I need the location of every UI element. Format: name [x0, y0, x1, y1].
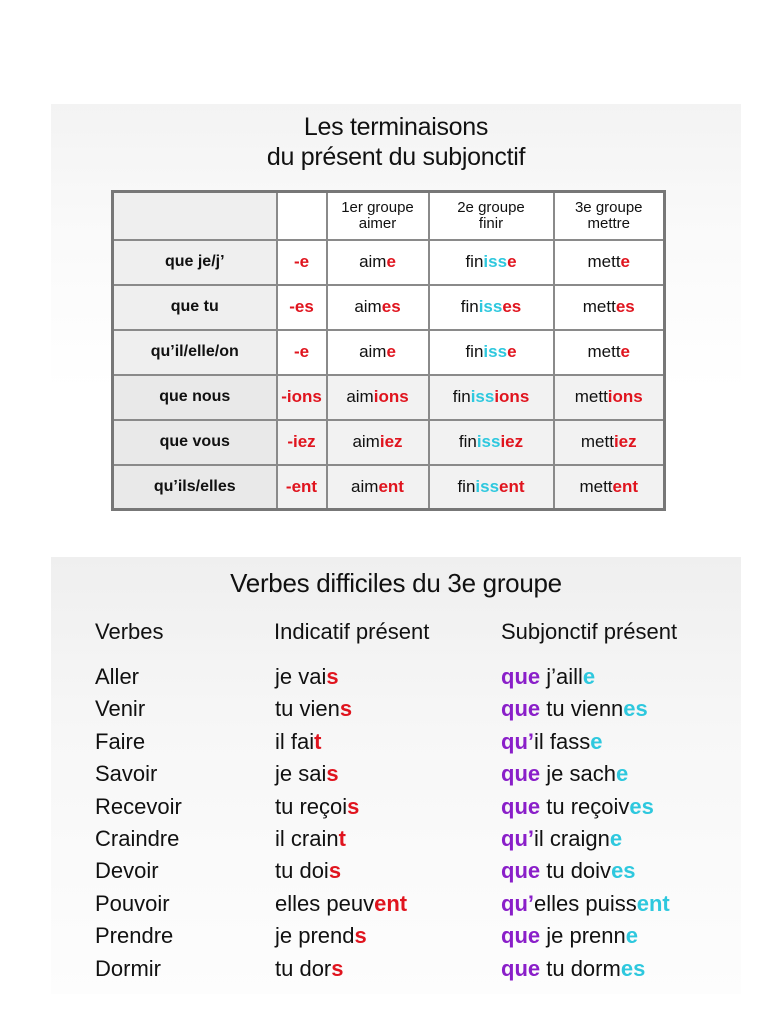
- group2-cell: [429, 420, 554, 465]
- group2-ending: ent: [499, 476, 525, 496]
- group1-ending: e: [386, 342, 396, 361]
- difficult-verbs-panel: [51, 557, 741, 994]
- indicatif-ending: s: [347, 793, 360, 819]
- header-group2-name: 2e groupe: [457, 198, 525, 216]
- indicatif-ending: s: [339, 696, 353, 722]
- difficult-verbs-list: [51, 661, 741, 985]
- verb-infinitive: Aller: [95, 664, 140, 689]
- endings-table-row: [113, 240, 665, 285]
- group2-ending: e: [507, 342, 517, 361]
- subjonctif-que: que: [501, 761, 541, 787]
- endings-table-row: [113, 375, 665, 420]
- verb-subjonctif: [501, 953, 645, 985]
- endings-table-row: [113, 420, 665, 465]
- person-cell: qu’ils/elles: [113, 465, 277, 510]
- indicatif-stem: tu vien: [275, 696, 340, 722]
- verb-subjonctif: [501, 726, 603, 758]
- group3-cell: [554, 465, 665, 510]
- group2-cell: [429, 330, 554, 375]
- subjonctif-stem: il fass: [534, 728, 591, 754]
- verb-row: [51, 726, 741, 758]
- subjonctif-stem: tu doiv: [540, 858, 612, 884]
- group1-stem: aim: [359, 252, 387, 271]
- subjonctif-stem: tu reçoiv: [540, 793, 630, 819]
- group3-ending: ions: [607, 387, 643, 406]
- verb-indicatif: [275, 855, 341, 887]
- indicatif-ending: t: [314, 728, 322, 754]
- header-group3-verb: mettre: [587, 214, 630, 232]
- subjonctif-ending: es: [629, 793, 654, 819]
- endings-table-row: [113, 465, 665, 510]
- indicatif-stem: je prend: [275, 923, 355, 949]
- subjonctif-ending: e: [615, 761, 629, 787]
- indicatif-ending: s: [326, 761, 339, 787]
- indicatif-ending: s: [328, 858, 342, 884]
- verb-infinitive: Devoir: [95, 858, 159, 884]
- verb-infinitive: Prendre: [95, 923, 174, 949]
- indicatif-ending: s: [354, 923, 367, 949]
- difficult-verbs-title: Verbes difficiles du 3e groupe: [230, 568, 562, 598]
- subjonctif-stem: il craign: [534, 825, 610, 851]
- column-header-indicatif: Indicatif présent: [274, 619, 430, 644]
- person-cell: que nous: [113, 375, 277, 420]
- subjonctif-que: que: [501, 858, 541, 884]
- verb-infinitive: Faire: [95, 728, 146, 754]
- subjonctif-ending: es: [623, 696, 648, 722]
- subjonctif-que: que: [501, 923, 541, 949]
- verb-row: [51, 693, 741, 725]
- group3-stem: mett: [580, 432, 614, 451]
- group2-stem: fin: [457, 476, 476, 496]
- header-group3: [554, 192, 665, 240]
- subjonctif-que: qu’: [501, 728, 534, 754]
- group2-stem: fin: [460, 297, 479, 316]
- group1-cell: [327, 240, 429, 285]
- header-empty-person: [113, 192, 277, 240]
- endings-table-row: [113, 285, 665, 330]
- ending-cell: -iez: [277, 420, 327, 465]
- verb-row: [51, 953, 741, 985]
- group1-cell: [327, 285, 429, 330]
- header-group3-name: 3e groupe: [574, 198, 643, 216]
- subjonctif-ending: es: [620, 955, 646, 981]
- indicatif-stem: je vai: [275, 664, 327, 689]
- group2-iss-infix: iss: [483, 252, 508, 271]
- indicatif-ending: s: [331, 955, 344, 981]
- verb-indicatif: [275, 758, 339, 790]
- verb-infinitive: Venir: [95, 696, 146, 722]
- indicatif-stem: je sai: [275, 761, 327, 787]
- ending-cell: -e: [277, 240, 327, 285]
- group2-ending: e: [507, 252, 517, 271]
- ending-cell: -ions: [277, 375, 327, 420]
- group2-iss-infix: iss: [476, 432, 501, 451]
- group3-ending: iez: [613, 432, 637, 451]
- group3-ending: ent: [612, 476, 639, 496]
- ending-cell: -es: [277, 285, 327, 330]
- verb-infinitive: Dormir: [95, 955, 161, 981]
- subjonctif-stem: j’aill: [540, 664, 583, 689]
- group1-stem: aim: [351, 476, 379, 496]
- group1-cell: [327, 330, 429, 375]
- indicatif-stem: elles peuv: [275, 890, 375, 916]
- verb-indicatif: [275, 693, 352, 725]
- verb-indicatif: [275, 661, 339, 693]
- group2-cell: [429, 465, 554, 510]
- group3-cell: [554, 375, 665, 420]
- endings-title-line2: du présent du subjonctif: [266, 143, 526, 171]
- verb-subjonctif: [501, 791, 654, 823]
- person-cell: qu’il/elle/on: [113, 330, 277, 375]
- verb-subjonctif: [501, 693, 648, 725]
- subjonctif-que: que: [501, 696, 541, 722]
- group1-ending: ions: [373, 387, 409, 406]
- indicatif-ending: ent: [374, 890, 408, 916]
- verb-subjonctif: [501, 661, 595, 693]
- ending-cell: -e: [277, 330, 327, 375]
- subjonctif-ending: es: [611, 858, 636, 884]
- group3-stem: mett: [574, 387, 608, 406]
- group3-stem: mett: [579, 476, 613, 496]
- header-group2-verb: finir: [478, 214, 504, 232]
- header-group1-name: 1er groupe: [341, 198, 414, 216]
- verb-row: [51, 920, 741, 952]
- subjunctive-endings-panel: [51, 104, 741, 544]
- group1-stem: aim: [352, 432, 380, 451]
- verb-row: [51, 791, 741, 823]
- group2-ending: es: [502, 297, 522, 316]
- group2-stem: fin: [465, 252, 484, 271]
- group2-stem: fin: [458, 432, 477, 451]
- header-group2: [429, 192, 554, 240]
- endings-table: [111, 190, 666, 511]
- endings-title-line1: Les terminaisons: [303, 113, 489, 141]
- group2-cell: [429, 285, 554, 330]
- group3-ending: es: [615, 297, 635, 316]
- verb-infinitive: Craindre: [95, 825, 180, 851]
- subjonctif-ending: e: [582, 664, 596, 689]
- ending-cell: -ent: [277, 465, 327, 510]
- subjonctif-stem: tu vienn: [540, 696, 624, 722]
- group2-iss-infix: iss: [483, 342, 508, 361]
- verb-row: [51, 758, 741, 790]
- group3-cell: [554, 420, 665, 465]
- endings-title: [51, 112, 741, 172]
- verb-subjonctif: [501, 758, 628, 790]
- subjonctif-stem: je prenn: [540, 923, 626, 949]
- indicatif-stem: il fai: [275, 728, 315, 754]
- group3-stem: mett: [587, 342, 621, 361]
- group2-stem: fin: [465, 342, 484, 361]
- header-group1-verb: aimer: [358, 214, 397, 232]
- group2-iss-infix: iss: [478, 297, 503, 316]
- verb-subjonctif: [501, 855, 636, 887]
- subjonctif-stem: elles puiss: [534, 890, 637, 916]
- subjonctif-que: que: [501, 664, 541, 689]
- subjonctif-ending: ent: [636, 890, 670, 916]
- verb-indicatif: [275, 726, 321, 758]
- group1-ending: es: [381, 297, 401, 316]
- verb-row: [51, 855, 741, 887]
- verb-indicatif: [275, 953, 344, 985]
- column-header-verbs: Verbes: [95, 619, 164, 644]
- group3-stem: mett: [587, 252, 621, 271]
- group3-cell: [554, 285, 665, 330]
- verb-indicatif: [275, 823, 346, 855]
- person-cell: que tu: [113, 285, 277, 330]
- group2-cell: [429, 240, 554, 285]
- verb-row: [51, 661, 741, 693]
- verb-infinitive: Savoir: [95, 761, 158, 787]
- group1-ending: e: [386, 252, 396, 271]
- verb-infinitive: Pouvoir: [95, 890, 170, 916]
- group2-ending: iez: [500, 432, 524, 451]
- group1-stem: aim: [359, 342, 387, 361]
- verb-infinitive: Recevoir: [95, 793, 182, 819]
- indicatif-stem: tu dor: [275, 955, 332, 981]
- verb-subjonctif: [501, 920, 638, 952]
- indicatif-ending: t: [338, 825, 346, 851]
- group3-ending: e: [620, 252, 631, 271]
- indicatif-stem: tu doi: [275, 858, 329, 884]
- group1-cell: [327, 420, 429, 465]
- header-empty-ending: [277, 192, 327, 240]
- group2-ending: ions: [494, 387, 530, 406]
- group3-stem: mett: [582, 297, 616, 316]
- endings-table-header: [113, 192, 665, 240]
- person-cell: que je/j’: [113, 240, 277, 285]
- group2-iss-infix: iss: [475, 476, 500, 496]
- group1-ending: iez: [379, 432, 403, 451]
- subjonctif-ending: e: [625, 923, 638, 949]
- column-header-subjonctif: Subjonctif présent: [501, 619, 678, 644]
- group1-ending: ent: [378, 476, 404, 496]
- group1-cell: [327, 465, 429, 510]
- subjonctif-ending: e: [609, 825, 623, 851]
- header-group1: [327, 192, 429, 240]
- group1-cell: [327, 375, 429, 420]
- subjonctif-que: que: [501, 793, 541, 819]
- verb-indicatif: [275, 920, 367, 952]
- person-cell: que vous: [113, 420, 277, 465]
- subjonctif-que: qu’: [501, 890, 534, 916]
- subjonctif-que: qu’: [501, 825, 534, 851]
- group3-cell: [554, 240, 665, 285]
- subjonctif-stem: je sach: [540, 761, 616, 787]
- subjonctif-stem: tu dorm: [540, 955, 621, 981]
- group1-stem: aim: [346, 387, 374, 406]
- group1-stem: aim: [354, 297, 382, 316]
- subjonctif-ending: e: [590, 728, 603, 754]
- group2-iss-infix: iss: [470, 387, 495, 406]
- verb-indicatif: [275, 791, 359, 823]
- indicatif-stem: il crain: [275, 825, 339, 851]
- group3-cell: [554, 330, 665, 375]
- indicatif-ending: s: [326, 664, 339, 689]
- verb-indicatif: [275, 888, 407, 920]
- group3-ending: e: [620, 342, 631, 361]
- verb-subjonctif: [501, 823, 622, 855]
- endings-table-row: [113, 330, 665, 375]
- verb-row: [51, 888, 741, 920]
- verb-subjonctif: [501, 888, 670, 920]
- group2-stem: fin: [452, 387, 471, 406]
- group2-cell: [429, 375, 554, 420]
- subjonctif-que: que: [501, 955, 541, 981]
- verb-row: [51, 823, 741, 855]
- indicatif-stem: tu reçoi: [275, 793, 348, 819]
